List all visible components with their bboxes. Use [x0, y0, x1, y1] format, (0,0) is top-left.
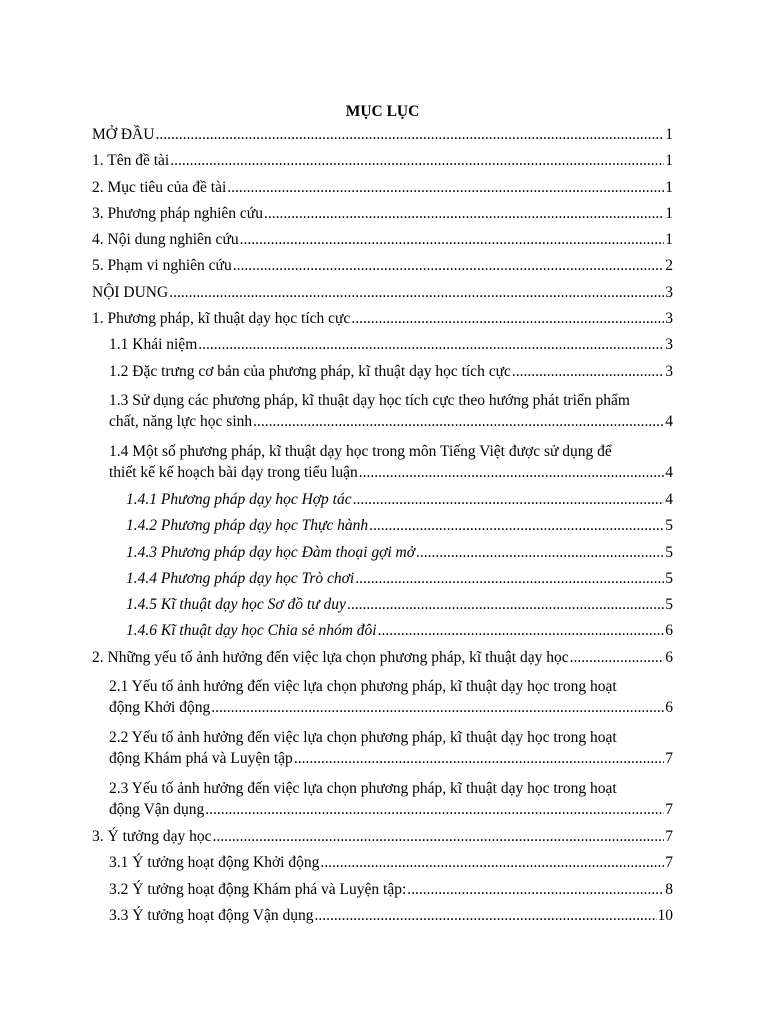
- dot-leader: [169, 280, 664, 306]
- toc-entry[interactable]: [109, 385, 673, 436]
- toc-entry-text: 1.4.2 Phương pháp dạy học Thực hành: [126, 517, 369, 535]
- toc-entry-text: 3. Ý tưởng dạy học: [92, 828, 212, 846]
- toc-page-number: 6: [665, 622, 673, 640]
- document-page: [92, 102, 673, 929]
- dot-leader: [170, 148, 664, 174]
- toc-entry[interactable]: [109, 671, 673, 722]
- toc-entry[interactable]: [92, 148, 673, 174]
- toc-page-number: 8: [665, 880, 673, 898]
- toc-entry[interactable]: [109, 332, 673, 358]
- toc-page-number: 10: [657, 906, 673, 924]
- toc-entry-text: động Vận dụng: [109, 801, 205, 819]
- toc-entry[interactable]: [92, 122, 673, 148]
- toc-entry[interactable]: [109, 877, 673, 903]
- toc-entry[interactable]: [109, 359, 673, 385]
- toc-entry-text: chất, năng lực học sinh: [109, 412, 253, 430]
- dot-leader: [211, 697, 664, 718]
- toc-entry[interactable]: [109, 850, 673, 876]
- dot-leader: [320, 850, 664, 876]
- toc-entry-text: 3.2 Ý tưởng hoạt động Khám phá và Luyện tập:: [109, 880, 407, 898]
- toc-entry[interactable]: [126, 618, 673, 644]
- toc-entry[interactable]: [92, 824, 673, 850]
- toc-page-number: 5: [665, 517, 673, 535]
- toc-entry-text: 1.4.4 Phương pháp dạy học Trò chơi: [126, 569, 355, 587]
- toc-entry[interactable]: [92, 201, 673, 227]
- toc-entry[interactable]: [126, 566, 673, 592]
- dot-leader: [353, 487, 665, 513]
- dot-leader: [233, 253, 665, 279]
- toc-entry-text: 2. Mục tiêu của đề tài: [92, 178, 227, 196]
- toc-entry[interactable]: [109, 436, 673, 487]
- dot-leader: [240, 227, 665, 253]
- toc-entry-text: 1.4.5 Kĩ thuật dạy học Sơ đồ tư duy: [126, 596, 346, 614]
- dot-leader: [212, 824, 664, 850]
- toc-entry-text-line1: 1.4 Một số phương pháp, kĩ thuật dạy học trong môn Tiếng Việt được sử dụng để: [109, 442, 612, 460]
- dot-leader: [369, 513, 664, 539]
- toc-entry-text: 2. Những yếu tố ảnh hưởng đến việc lựa chọn phương pháp, kĩ thuật dạy học: [92, 648, 569, 666]
- toc-entry-text: 1.4.1 Phương pháp dạy học Hợp tác: [126, 490, 352, 508]
- toc-page-number: 1: [665, 204, 673, 222]
- dot-leader: [355, 566, 664, 592]
- dot-leader: [512, 359, 664, 385]
- toc-page-number: 7: [665, 750, 673, 768]
- toc-entry-text: 5. Phạm vi nghiên cứu: [92, 257, 232, 275]
- toc-entry-text: 3. Phương pháp nghiên cứu: [92, 204, 263, 222]
- toc-page-number: 1: [665, 231, 673, 249]
- toc-entry-text: MỞ ĐẦU: [92, 126, 155, 143]
- toc-entry-text: 4. Nội dung nghiên cứu: [92, 231, 239, 249]
- toc-page-number: 7: [665, 801, 673, 819]
- toc-page-number: 2: [665, 257, 673, 275]
- toc-page-number: 4: [665, 412, 673, 430]
- toc-page-number: 3: [665, 362, 673, 380]
- toc-page-number: 4: [665, 463, 673, 481]
- toc-entry-text: động Khám phá và Luyện tập: [109, 750, 293, 768]
- toc-page-number: 1: [665, 126, 673, 143]
- toc-entry-text-line1: 2.1 Yếu tố ảnh hưởng đến việc lựa chọn phương pháp, kĩ thuật dạy học trong hoạt: [109, 678, 617, 696]
- dot-leader: [314, 903, 656, 929]
- table-of-contents: [92, 122, 673, 929]
- toc-entry-text: 3.1 Ý tưởng hoạt động Khởi động: [109, 854, 320, 872]
- dot-leader: [253, 411, 664, 432]
- dot-leader: [264, 201, 664, 227]
- toc-page-number: 1: [665, 152, 673, 170]
- dot-leader: [155, 122, 664, 148]
- toc-title: MỤC LỤC: [345, 103, 420, 120]
- toc-entry-text: 1.1 Khái niệm: [109, 336, 198, 354]
- dot-leader: [205, 799, 664, 820]
- dot-leader: [198, 332, 664, 358]
- dot-leader: [416, 540, 664, 566]
- dot-leader: [351, 306, 664, 332]
- toc-page-number: 5: [665, 569, 673, 587]
- toc-page-number: 3: [665, 336, 673, 354]
- toc-page-number: 7: [665, 854, 673, 872]
- toc-entry-text: thiết kế kế hoạch bài dạy trong tiểu luận: [109, 463, 358, 481]
- toc-entry[interactable]: [92, 253, 673, 279]
- toc-entry[interactable]: [92, 280, 673, 306]
- toc-entry[interactable]: [109, 722, 673, 773]
- toc-entry-text: 1. Phương pháp, kĩ thuật dạy học tích cực: [92, 310, 351, 328]
- toc-page-number: 1: [665, 178, 673, 196]
- toc-entry-text: 3.3 Ý tưởng hoạt động Vận dụng: [109, 906, 314, 924]
- toc-page-number: 7: [665, 828, 673, 846]
- toc-entry[interactable]: [92, 175, 673, 201]
- dot-leader: [570, 645, 665, 671]
- toc-page-number: 4: [665, 490, 673, 508]
- toc-entry-text-line1: 1.3 Sử dụng các phương pháp, kĩ thuật dạy học tích cực theo hướng phát triển phẩm: [109, 391, 630, 409]
- toc-page-number: 6: [665, 648, 673, 666]
- toc-page-number: 5: [665, 596, 673, 614]
- dot-leader: [294, 748, 664, 769]
- toc-entry-text: động Khởi động: [109, 699, 211, 717]
- toc-page-number: 6: [665, 699, 673, 717]
- toc-entry[interactable]: [126, 487, 673, 513]
- toc-entry-text: 1.4.3 Phương pháp dạy học Đàm thoại gợi mở: [126, 543, 415, 561]
- dot-leader: [407, 877, 664, 903]
- toc-entry[interactable]: [126, 513, 673, 539]
- toc-entry-text-line1: 2.2 Yếu tố ảnh hưởng đến việc lựa chọn phương pháp, kĩ thuật dạy học trong hoạt: [109, 729, 617, 747]
- dot-leader: [227, 175, 664, 201]
- toc-entry-text: 1.2 Đặc trưng cơ bản của phương pháp, kĩ thuật dạy học tích cực: [109, 362, 511, 380]
- dot-leader: [347, 592, 664, 618]
- toc-entry[interactable]: [109, 773, 673, 824]
- toc-entry[interactable]: [92, 227, 673, 253]
- toc-entry-text: 1. Tên đề tài: [92, 152, 170, 170]
- dot-leader: [359, 462, 664, 483]
- toc-page-number: 5: [665, 543, 673, 561]
- toc-entry[interactable]: [126, 540, 673, 566]
- dot-leader: [378, 618, 665, 644]
- toc-entry[interactable]: [126, 592, 673, 618]
- toc-entry-text: 1.4.6 Kĩ thuật dạy học Chia sẻ nhóm đôi: [126, 622, 377, 640]
- toc-page-number: 3: [665, 283, 673, 301]
- toc-entry-text-line1: 2.3 Yếu tố ảnh hưởng đến việc lựa chọn phương pháp, kĩ thuật dạy học trong hoạt: [109, 780, 617, 798]
- toc-entry[interactable]: [109, 903, 673, 929]
- toc-page-number: 3: [665, 310, 673, 328]
- toc-entry-text: NỘI DUNG: [92, 283, 169, 301]
- toc-entry[interactable]: [92, 306, 673, 332]
- toc-entry[interactable]: [92, 645, 673, 671]
